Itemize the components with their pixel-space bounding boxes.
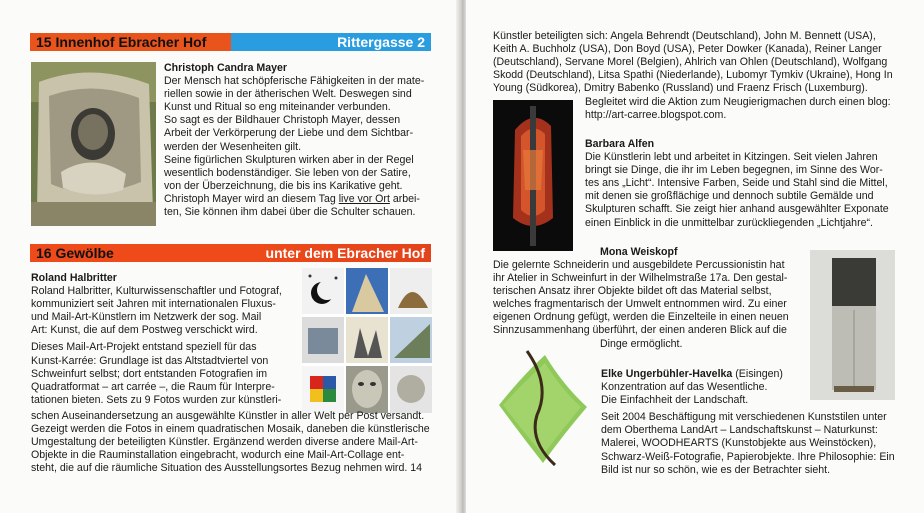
text-line: Die Künstlerin lebt und arbeitet in Kitzingen. Seit vielen Jahren	[585, 151, 878, 164]
sculpture-photo	[31, 62, 156, 226]
text-line: Keith A. Buchholz (USA), Don Boyd (USA), Peter Dowker (Kanada), Reiner Langer	[493, 43, 882, 56]
text-line: Arbeit der Verkörperung der Liebe und dem Sichtbar-	[164, 127, 414, 140]
text-fragment: arbei-	[389, 192, 420, 205]
text-line: mit denen sie großflächige und dennoch subtile Gemälde und	[585, 190, 874, 203]
text-line: Skodd (Deutschland), Litsa Spathi (Niederlande), Lubomyr Tymkiv (Ukraine), Hong In	[493, 69, 893, 82]
text-line: terischen Ansatz ihrer Objekte bildet oft das Material selbst,	[493, 285, 772, 298]
text-line: Seine figürlichen Skulpturen wirken aber in der Regel	[164, 153, 414, 166]
text-line: Schweinfurt selbst; dort entstanden Fotografien im	[31, 367, 268, 380]
text-line: Kunst-Karrée: Grundlage ist das Altstadtviertel von	[31, 354, 269, 367]
elke-heading	[601, 368, 921, 381]
text-line: schen Auseinandersetzung an ausgewählte Künstler in aller Welt per Post versandt.	[31, 410, 425, 422]
artist-name: Christoph Candra Mayer	[164, 62, 288, 74]
right-page	[466, 0, 924, 513]
text-line: Roland Halbritter, Kulturwissenschaftler und Fotograf,	[31, 285, 282, 298]
text-line: Malerei, WOODHEARTS (Kunstobjekte aus Weinstöcken),	[601, 437, 877, 450]
artist-name: Elke Ungerbühler-Havelka	[601, 368, 733, 380]
text-line: Schwarz-Weiß-Fotografie, Papierobjekte. Ihre Philosophie: Ein	[601, 450, 895, 463]
text-line: Umgestaltung der beteiligten Künstler. Ergänzend werden diverse andere Mail-Art-	[31, 436, 418, 449]
artist-name: Roland Halbritter	[31, 272, 117, 284]
text-line: Die Einfachheit der Landschaft.	[601, 394, 749, 407]
artist-place: (Eisingen)	[732, 368, 783, 380]
mail-art-mosaic	[302, 268, 432, 413]
text-line: dem Oberthema LandArt – Landschaftskunst – Naturkunst:	[601, 424, 878, 437]
text-line: wesentlich bodenständiger. Sie leben von der Satire,	[164, 166, 411, 179]
text-line: von der Überzeichnung, die bis ins Karikative geht.	[164, 179, 403, 192]
text-fragment: steht, die auf die räumliche Situation des Ausstellungsortes Bezug nehmen wird.	[31, 462, 408, 475]
text-line: einen Einblick in die unmittelbar zurückliegenden „Lichtjahre“.	[585, 216, 873, 229]
text-line: tes ans „Licht“. Intensive Farben, Seide und Stahl sind die Mittel,	[585, 177, 888, 190]
text-line: Gezeigt werden die Fotos in einem quadratischen Mosaik, daneben die künstlerische	[31, 423, 430, 436]
section-16-street: unter dem Ebracher Hof	[265, 245, 425, 261]
text-line: Bild ist nur so schön, wie es der Betrachter sieht.	[601, 463, 831, 476]
text-line: Objekte in die Rauminstallation eingebracht, wodurch eine Mail-Art-Collage ent-	[31, 449, 405, 462]
text-line: Dinge ermöglicht.	[600, 337, 683, 350]
text-line: Seit 2004 Beschäftigung mit verschiedenen Kunststilen unter	[601, 411, 887, 424]
section-15-street: Rittergasse 2	[231, 33, 431, 51]
text-line: Art: Kunst, die auf dem Postweg verschickt wird.	[31, 324, 258, 337]
text-line: riellen sowie in der ätherischen Welt. Deswegen sind	[164, 88, 412, 101]
text-line: Konzentration auf das Wesentliche.	[601, 381, 768, 394]
section-16-text	[31, 272, 301, 407]
artist-name: Mona Weiskopf	[600, 246, 678, 258]
text-line: bringt sie Dinge, die ihr im Leben begegnen, im Sinne des Wor-	[585, 164, 883, 177]
page-number: 14	[410, 462, 423, 475]
text-fragment: Christoph Mayer wird an diesem Tag	[164, 192, 339, 205]
text-line: und Mail-Art-Künstlern im Netzwerk der sog. Mail	[31, 311, 262, 324]
elke-artwork	[493, 345, 591, 470]
text-line: ten, Sie können ihm dabei über die Schulter schauen.	[164, 206, 416, 219]
text-line: welches fragmentarisch der Umwelt entnommen wird. Zu einer	[493, 298, 787, 311]
text-line: kommuniziert seit Jahren mit internationalen Fluxus-	[31, 298, 276, 311]
text-line: werden der Wesenheiten gilt.	[164, 140, 302, 153]
text-line: Young (Südkorea), Dmitry Babenko (Russland) und Fraenz Frisch (Luxemburg).	[493, 82, 868, 95]
text-line: Die gelernte Schneiderin und ausgebildete Percussionistin hat	[493, 259, 785, 271]
blog-text	[585, 96, 920, 122]
text-line: So sagt es der Bildhauer Christoph Mayer, dessen	[164, 114, 401, 127]
section-16-title: 16 Gewölbe	[36, 245, 114, 261]
section-15-text	[164, 62, 434, 219]
mona-text	[493, 259, 813, 351]
artist-name: Barbara Alfen	[585, 138, 655, 150]
text-line: Der Mensch hat schöpferische Fähigkeiten in der mate-	[164, 75, 425, 88]
text-line: Skulpturen schafft. Sie zeigt hier anhand ausgewählter Exponate	[585, 203, 889, 216]
text-line	[31, 462, 441, 475]
text-line: Begleitet wird die Aktion zum Neugierigmachen durch einen blog:	[585, 96, 891, 108]
text-line: Sinnzusammenhang überführt, der einen anderen Blick auf die	[493, 324, 787, 337]
text-line: Kunst und Ritual so eng miteinander verbunden.	[164, 101, 391, 114]
text-line	[164, 193, 434, 206]
barbara-artwork	[493, 100, 573, 251]
text-line: tationen bieten. Sets zu 9 Fotos wurden zur künstleri-	[31, 393, 282, 406]
live-link: live vor Ort	[338, 192, 390, 205]
text-line: (Deutschland), Servane Morel (Belgien), Ahlrich van Ohlen (Deutschland), Wolfgang	[493, 56, 888, 69]
section-15-title: 15 Innenhof Ebracher Hof	[30, 33, 231, 51]
text-line: eigenen Ordnung gefügt, werden die Einzelteile in einen neuen	[493, 311, 789, 324]
left-page	[0, 0, 458, 513]
elke-text	[601, 368, 921, 477]
text-line: Quadratformat – art carrée –, die Raum für Interpre-	[31, 380, 275, 393]
artist-list	[493, 30, 918, 95]
text-line: Dieses Mail-Art-Projekt entstand speziell für das	[31, 341, 257, 354]
text-line: Künstler beteiligten sich: Angela Behrendt (Deutschland), John M. Bennett (USA),	[493, 30, 876, 42]
text-line: ihr Atelier in Schweinfurt in der Wilhelmstraße 17a. Den gestal-	[493, 272, 788, 285]
blog-link: http://art-carree.blogspot.com.	[585, 109, 727, 122]
section-16-header	[30, 244, 431, 262]
section-16-text-wide	[31, 410, 441, 475]
mona-heading	[600, 246, 820, 259]
barbara-text	[585, 138, 920, 230]
